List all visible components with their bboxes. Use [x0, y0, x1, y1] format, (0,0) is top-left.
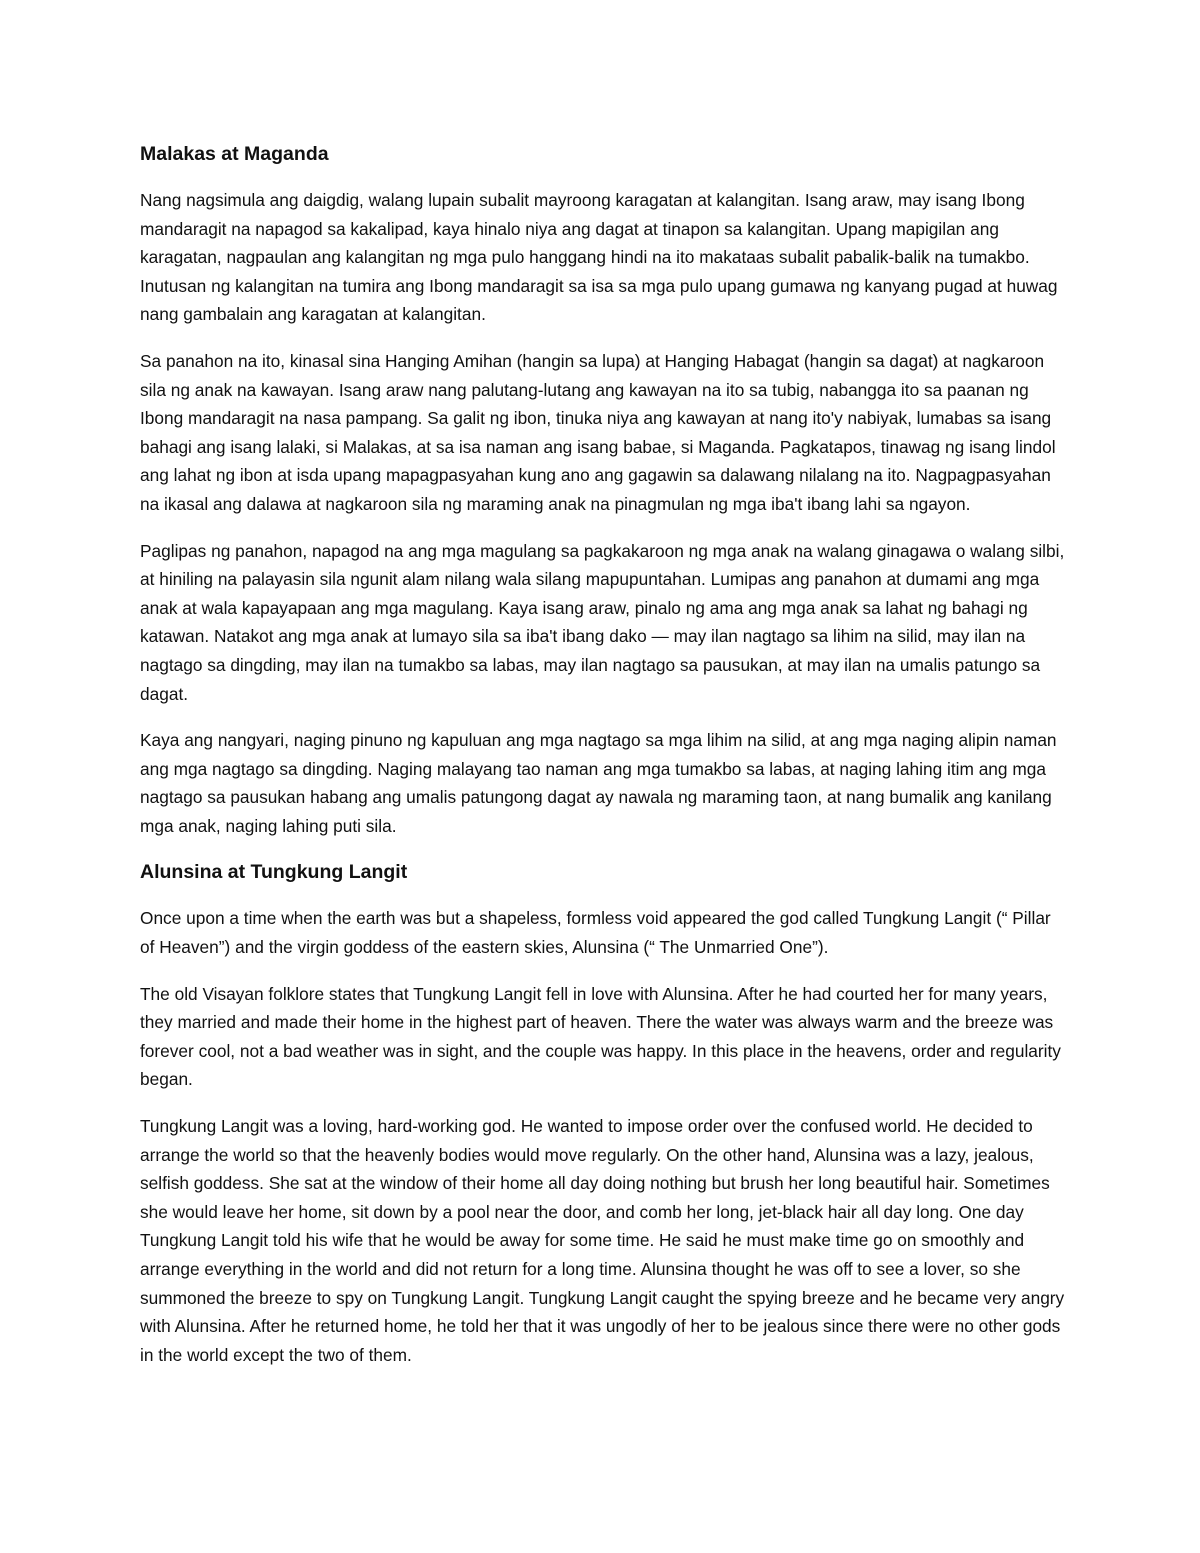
paragraph: Kaya ang nangyari, naging pinuno ng kapuluan ang mga nagtago sa mga lihim na silid, at ang mga naging alipin naman ang mga nagtago sa dingding. Naging malayang tao naman ang mga tumakbo sa labas, at naging lahing itim ang mga nagtago sa pausukan habang ang umalis patungong dagat ay nawala ng maraming taon, at nang bumalik ang kanilang mga anak, naging lahing puti sila.: [140, 730, 1057, 836]
paragraph: Tungkung Langit was a loving, hard-working god. He wanted to impose order over the confused world. He decided to arrange the world so that the heavenly bodies would move regularly. On the other hand, Alunsina was a lazy, jealous, selfish goddess. She sat at the window of their home all day doing nothing but brush her long beautiful hair. Sometimes she would leave her home, sit down by a pool near the door, and comb her long, jet-black hair all day long. One day Tungkung Langit told his wife that he would be away for some time. He said he must make time go on smoothly and arrange everything in the world and did not return for a long time. Alunsina thought he was off to see a lover, so she summoned the breeze to spy on Tungkung Langit. Tungkung Langit caught the spying breeze and he became very angry with Alunsina. After he returned home, he told her that it was ungodly of her to be jealous since there were no other gods in the world except the two of them.: [140, 1116, 1065, 1365]
section-malakas-at-maganda: [140, 140, 1065, 840]
section-title: Malakas at Maganda: [140, 143, 329, 165]
paragraph: Sa panahon na ito, kinasal sina Hanging Amihan (hangin sa lupa) at Hanging Habagat (hangin sa dagat) at nagkaroon sila ng anak na kawayan. Isang araw nang palutang-lutang ang kawayan na ito sa tubig, nabangga ito sa paanan ng Ibong mandaragit na nasa pampang. Sa galit ng ibon, tinuka niya ang kawayan at nang ito'y nabiyak, lumabas sa isang bahagi ang isang lalaki, si Malakas, at sa isa naman ang isang babae, si Maganda. Pagkatapos, tinawag ng isang lindol ang lahat ng ibon at isda upang mapagpasyahan kung ano ang gagawin sa dalawang nilalang na ito. Nagpagpasyahan na ikasal ang dalawa at nagkaroon sila ng maraming anak na pinagmulan ng mga iba't ibang lahi sa ngayon.: [140, 350, 1056, 514]
section-title: Alunsina at Tungkung Langit: [140, 861, 408, 884]
paragraph: The old Visayan folklore states that Tungkung Langit fell in love with Alunsina. After he had courted her for many years, they married and made their home in the highest part of heaven. There the water was always warm and the breeze was forever cool, not a bad weather was in sight, and the couple was happy. In this place in the heavens, order and regularity began.: [140, 983, 1061, 1090]
paragraph: Once upon a time when the earth was but a shapeless, formless void appeared the god called Tungkung Langit (“ Pillar of Heaven”) and the virgin goddess of the eastern skies, Alunsina (“ The Unmarried One”).: [140, 908, 1051, 958]
document-page: [140, 140, 1065, 1387]
section-alunsina-at-tungkung-langit: [140, 858, 1065, 1369]
paragraph: Nang nagsimula ang daigdig, walang lupain subalit mayroong karagatan at kalangitan. Isang araw, may isang Ibong mandaragit na napagod sa kakalipad, kaya hinalo niya ang dagat at tinapon sa kalangitan. Upang mapigilan ang karagatan, nagpaulan ang kalangitan ng mga pulo hanggang hindi na ito makataas subalit pabalik-balik na tumakbo. Inutusan ng kalangitan na tumira ang Ibong mandaragit sa isa sa mga pulo upang gumawa ng kanyang pugad at huwag nang gambalain ang karagatan at kalangitan.: [140, 190, 1058, 325]
paragraph: Paglipas ng panahon, napagod na ang mga magulang sa pagkakaroon ng mga anak na walang ginagawa o walang silbi, at hiniling na palayasin sila ngunit alam nilang wala silang mapupuntahan. Lumipas ang panahon at dumami ang mga anak at wala kapayapaan ang mga magulang. Kaya isang araw, pinalo ng ama ang mga anak sa lahat ng bahagi ng katawan. Natakot ang mga anak at lumayo sila sa iba't ibang dako — may ilan nagtago sa lihim na silid, may ilan na nagtago sa dingding, may ilan na tumakbo sa labas, may ilan nagtago sa pausukan, at may ilan na umalis patungo sa dagat.: [140, 540, 1065, 704]
